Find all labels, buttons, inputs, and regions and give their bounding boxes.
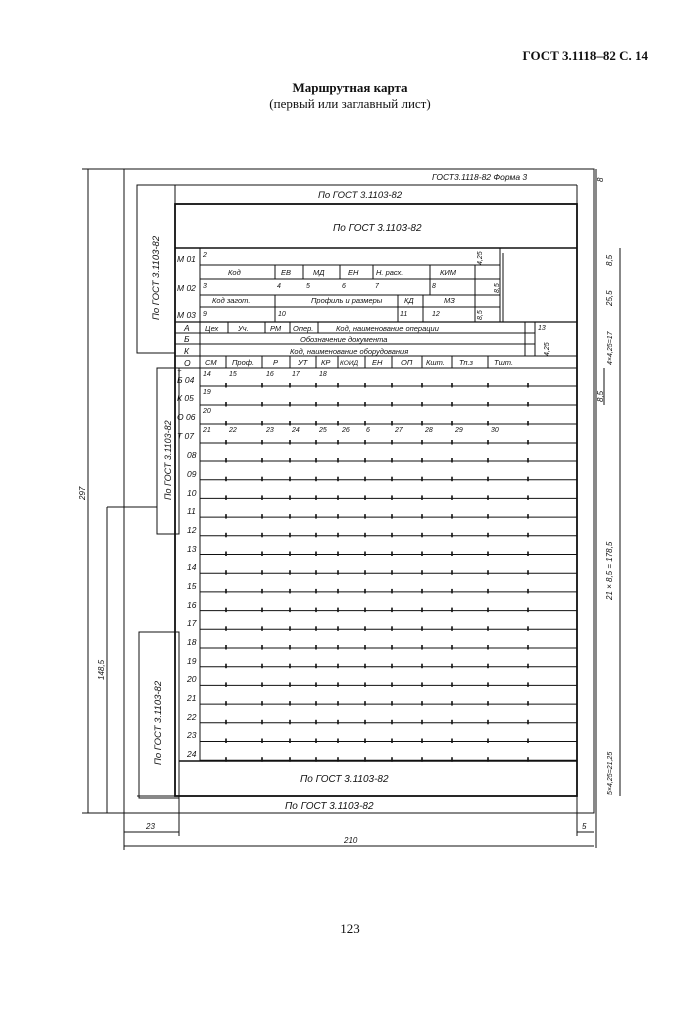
prefix-m01: М 01: [177, 254, 196, 264]
prefix-m02: М 02: [177, 283, 196, 293]
field-number: 2: [203, 252, 207, 259]
o-label-tsht: Тшт.: [494, 358, 514, 367]
m03-label-profil: Профиль и размеры: [311, 296, 383, 305]
field-number: 3: [203, 283, 207, 290]
field-number: 10: [278, 311, 286, 318]
o-label-kr: КР: [321, 358, 331, 367]
m02-label-ev: ЕВ: [281, 268, 292, 277]
m02-label-kod: Код: [228, 268, 241, 277]
field-number: 26: [342, 427, 350, 434]
field-number: 16: [266, 371, 274, 378]
dimension-4x4-25: 4×4,25=17: [607, 331, 614, 365]
a-label-rm: РМ: [270, 324, 282, 333]
field-number: 21: [203, 427, 211, 434]
prefix-b: Б: [184, 334, 190, 344]
gost-ref-bottom-band: По ГОСТ 3.1103-82: [300, 774, 389, 785]
prefix-k: К: [184, 346, 190, 356]
dimension-8-5-m01: 8,5: [605, 254, 614, 266]
dimension-5x4-25: 5×4,25=21,25: [607, 751, 614, 795]
m02-label-n-rash: Н. расх.: [376, 268, 404, 277]
o-label-en: ЕН: [372, 358, 383, 367]
dimension-297: 297: [78, 486, 87, 500]
field-number: 12: [432, 311, 440, 318]
dimension-8-5-rows: 8,5: [596, 390, 605, 402]
form-frame: [175, 204, 577, 796]
dimension-25-5: 25,5: [605, 290, 614, 306]
o-label-ut: УТ: [298, 358, 308, 367]
document-title: Маршрутная карта: [292, 80, 408, 95]
page-number: 123: [340, 921, 360, 936]
line-number: 20: [187, 674, 197, 684]
field-number: 6: [342, 283, 346, 290]
field-number: 5: [306, 283, 310, 290]
line-number: 22: [187, 712, 197, 722]
prefix-m03: М 03: [177, 310, 196, 320]
line-number: 19: [187, 656, 197, 666]
field-number: 7: [375, 283, 379, 290]
field-number: 6: [366, 427, 370, 434]
line-number: 23: [187, 730, 197, 740]
dimension-21x8-5: 21 × 8,5 = 178,5: [605, 541, 614, 600]
line-number: 14: [187, 562, 197, 572]
dimension-5: 5: [582, 822, 587, 831]
field-number: 24: [292, 427, 300, 434]
a-label-uch: Уч.: [238, 324, 249, 333]
field-number: 14: [203, 371, 211, 378]
dimension-8-5-m03: 8,5: [477, 310, 484, 320]
m03-label-kod-zagot: Код загот.: [212, 296, 251, 305]
dimension-210: 210: [344, 836, 358, 845]
dimension-8-top: 8: [596, 177, 605, 182]
gost-ref-top-band: По ГОСТ 3.1103-82: [318, 190, 403, 201]
a-label-kod-naim: Код, наименование операции: [336, 324, 439, 333]
gost-ref-side-mid: По ГОСТ 3.1103-82: [163, 420, 173, 500]
body-rows: [200, 383, 577, 762]
line-number: 13: [187, 544, 197, 554]
page-header: ГОСТ 3.1118–82 С. 14: [522, 48, 648, 63]
m02-label-kim: КИМ: [440, 268, 457, 277]
gost-ref-side-top: По ГОСТ 3.1103-82: [151, 235, 162, 320]
o-label-tpz: Тп.з: [459, 358, 474, 367]
o-label-prof: Проф.: [232, 358, 255, 367]
field-number: 29: [455, 427, 463, 434]
m03-label-kd: КД: [404, 296, 414, 305]
line-number: 08: [187, 450, 197, 460]
line-number: 12: [187, 525, 197, 535]
field-number: 17: [292, 371, 300, 378]
document-subtitle: (первый или заглавный лист): [269, 96, 431, 111]
field-number: 9: [203, 311, 207, 318]
o-label-koid: КОИД: [340, 360, 359, 367]
dimension-4-25-abko: 4,25: [544, 342, 551, 356]
m03-label-mz: МЗ: [444, 296, 455, 305]
field-number: 13: [538, 325, 546, 332]
field-number: 4: [277, 283, 281, 290]
line-number: 15: [187, 581, 197, 591]
prefix-o06: О 06: [177, 412, 196, 422]
line-number: 17: [187, 618, 197, 628]
prefix-b04: Б 04: [177, 375, 195, 385]
prefix-o: О: [184, 358, 191, 368]
line-number: 18: [187, 637, 197, 647]
o-label-kcht: Кшт.: [426, 358, 445, 367]
field-number: 23: [266, 427, 274, 434]
line-number: 11: [187, 506, 196, 516]
form-label: ГОСТ3.1118-82 Форма 3: [432, 172, 528, 182]
gost-ref-side-bottom: По ГОСТ 3.1103-82: [153, 680, 164, 765]
o-label-sm: СМ: [205, 358, 217, 367]
line-number: 10: [187, 488, 197, 498]
field-number: 19: [203, 389, 211, 396]
a-label-ceh: Цех: [205, 324, 219, 333]
dimension-148-5: 148,5: [97, 659, 106, 680]
prefix-t: Т: [177, 370, 181, 377]
field-number: 27: [395, 427, 403, 434]
gost-ref-footer: По ГОСТ 3.1103-82: [285, 801, 374, 812]
field-number: 20: [203, 408, 211, 415]
o-label-op: ОП: [401, 358, 413, 367]
field-number: 18: [319, 371, 327, 378]
b-label: Обозначение документа: [300, 335, 388, 344]
gost-ref-header: По ГОСТ 3.1103-82: [333, 223, 422, 234]
field-number: 15: [229, 371, 237, 378]
k-label: Код, наименование оборудования: [290, 347, 409, 356]
prefix-a: А: [184, 323, 190, 333]
dimension-8-5-m02: 8,5: [494, 283, 501, 293]
field-number: 25: [319, 427, 327, 434]
dimension-4-25-m01: 4,25: [477, 251, 484, 265]
o-label-r: Р: [273, 358, 279, 367]
field-number: 8: [432, 283, 436, 290]
m02-label-en: ЕН: [348, 268, 359, 277]
a-label-oper: Опер.: [293, 324, 314, 333]
dimension-23: 23: [146, 822, 155, 831]
field-number: 11: [400, 311, 408, 318]
prefix-k05: К 05: [177, 393, 194, 403]
prefix-t07: Т 07: [177, 431, 195, 441]
field-number: 28: [425, 427, 433, 434]
field-number: 30: [491, 427, 499, 434]
field-number: 22: [229, 427, 237, 434]
line-number: 24: [187, 749, 197, 759]
line-number: 21: [187, 693, 197, 703]
m02-label-md: МД: [313, 268, 325, 277]
line-number: 09: [187, 469, 197, 479]
line-number: 16: [187, 600, 197, 610]
